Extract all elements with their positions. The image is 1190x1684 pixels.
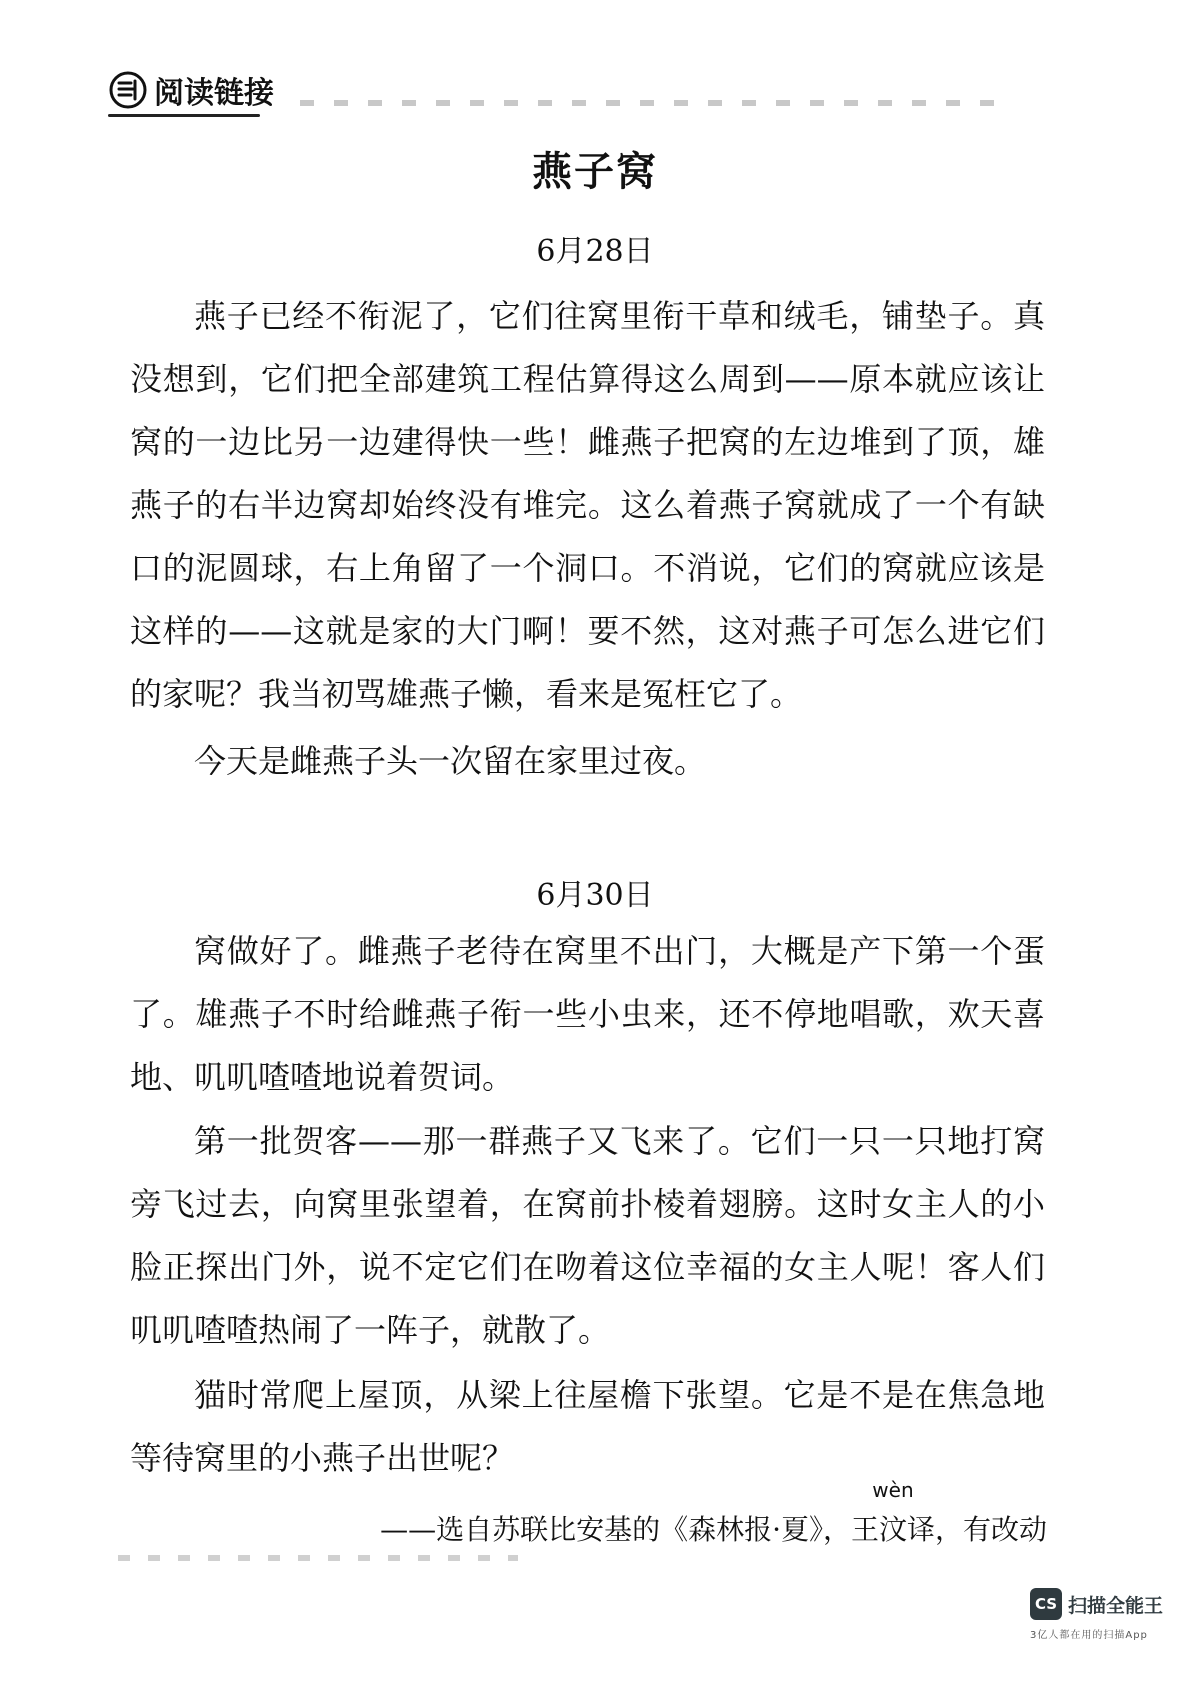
decorative-dashes-bottom (118, 1555, 518, 1561)
source-citation (380, 1478, 1047, 1548)
entry-date: 6月28日 (536, 234, 654, 269)
reading-link-header (108, 68, 274, 112)
watermark-tagline: 3亿人都在用的扫描App (1030, 1630, 1148, 1641)
annotated-character (872, 1478, 914, 1548)
camscanner-logo-icon: CS (1030, 1588, 1062, 1620)
article-paragraph: 猫时常爬上屋顶，从梁上往屋檐下张望。它是不是在焦急地等待窝里的小燕子出世呢？ (130, 1376, 1045, 1477)
entry-date: 6月30日 (536, 878, 654, 913)
watermark-app-name: 扫描全能王 (1068, 1594, 1164, 1617)
reading-link-label: 阅读链接 (154, 76, 274, 111)
decorative-dashes-top (300, 100, 1000, 106)
scanner-watermark (1030, 1588, 1180, 1641)
book-circle-icon (108, 70, 148, 110)
source-text-before: ——选自苏联比安基的《森林报·夏》，王 (380, 1513, 879, 1546)
annotated-character-text: 汶 (878, 1513, 907, 1546)
article-paragraph: 今天是雌燕子头一次留在家里过夜。 (194, 742, 707, 780)
header-underline (108, 114, 260, 117)
pinyin-annotation: wèn (872, 1478, 914, 1502)
article-title: 燕子窝 (532, 148, 658, 195)
article-paragraph: 窝做好了。雌燕子老待在窝里不出门，大概是产下第一个蛋了。雄燕子不时给雌燕子衔一些小虫来，还不停地唱歌，欢天喜地、叽叽喳喳地说着贺词。 (130, 932, 1045, 1096)
article-paragraph: 第一批贺客——那一群燕子又飞来了。它们一只一只地打窝旁飞过去，向窝里张望着，在窝前扑棱着翅膀。这时女主人的小脸正探出门外，说不定它们在吻着这位幸福的女主人呢！客人们叽叽喳喳热闹了一阵子，就散了。 (130, 1122, 1045, 1349)
article-paragraph: 燕子已经不衔泥了，它们往窝里衔干草和绒毛，铺垫子。真没想到，它们把全部建筑工程估算得这么周到——原本就应该让窝的一边比另一边建得快一些！雌燕子把窝的左边堆到了顶，雄燕子的右半边窝却始终没有堆完。这么着燕子窝就成了一个有缺口的泥圆球，右上角留了一个洞口。不消说，它们的窝就应该是这样的——这就是家的大门啊！要不然，这对燕子可怎么进它们的家呢？我当初骂雄燕子懒，看来是冤枉它了。 (130, 297, 1045, 713)
source-text-after: 译，有改动 (906, 1513, 1047, 1546)
